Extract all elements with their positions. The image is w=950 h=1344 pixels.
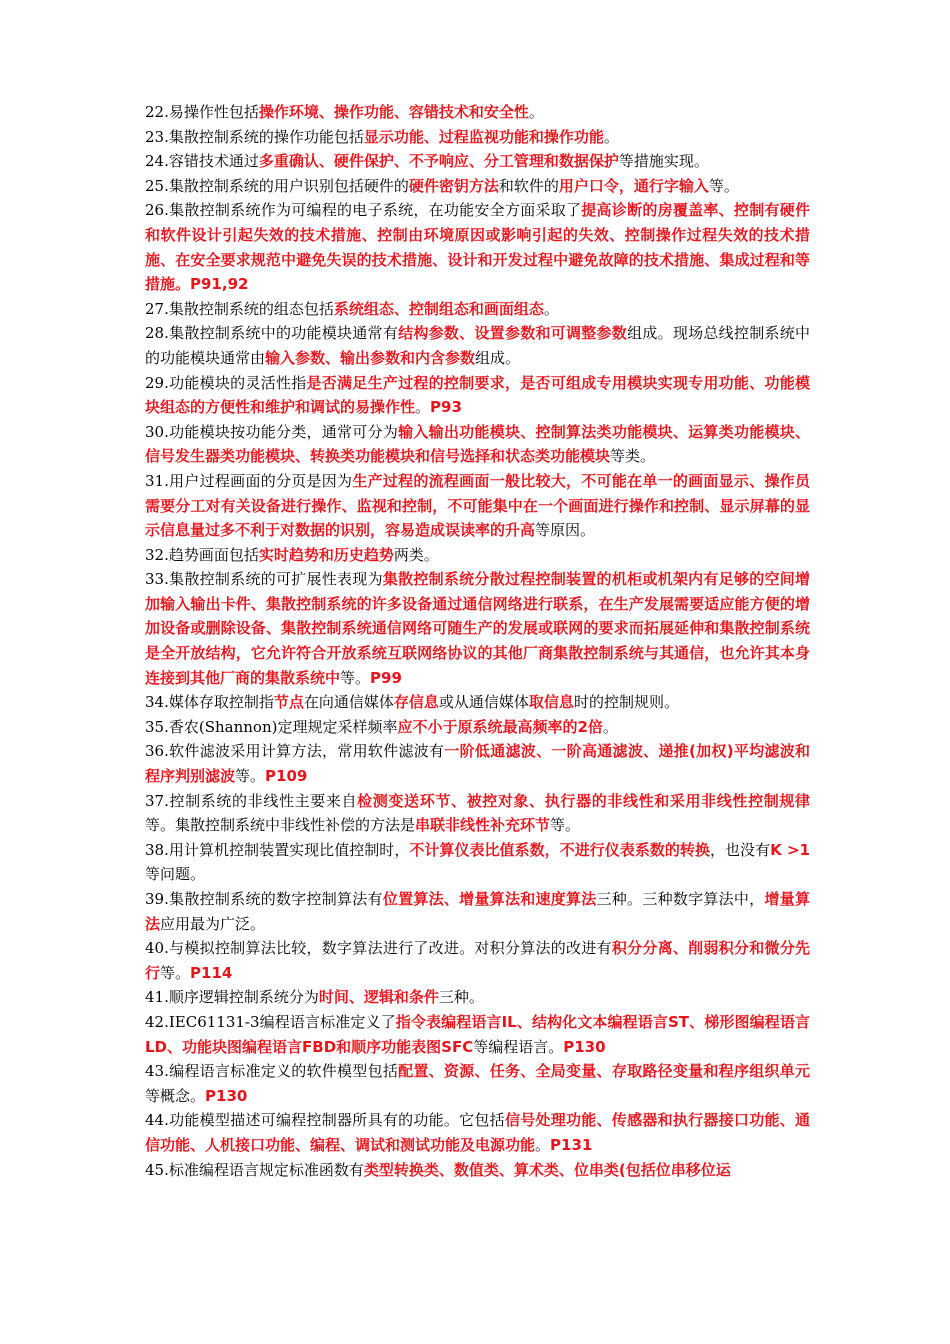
question-text: 等。 — [160, 963, 191, 982]
question-text: 等。集散控制系统中非线性补偿的方法是 — [145, 816, 416, 835]
question-text: 22.易操作性包括 — [145, 103, 259, 121]
question-text: 三种。三种数字算法中， — [596, 890, 765, 908]
answer-text: 指令表编程语言IL、结构化文本编程语言ST、梯形图编程语言LD、功能块图编程语言FBD和顺序功能表图SFC — [145, 1012, 810, 1056]
question-text: 30.功能模块按功能分类，通常可分为 — [145, 422, 399, 441]
answer-text: 存信息 — [393, 693, 439, 712]
question-item — [145, 1158, 810, 1183]
question-text: 33.集散控制系统的可扩展性表现为 — [145, 570, 383, 589]
question-text: 等编程语言。 — [473, 1037, 564, 1056]
question-text: 在向通信媒体 — [303, 693, 394, 712]
question-item — [145, 1059, 810, 1108]
question-text: 39.集散控制系统的数字控制算法有 — [145, 890, 383, 908]
question-text: 和软件的 — [498, 176, 559, 195]
answer-text: 应不小于原系统最高频率的2倍 — [397, 717, 603, 736]
question-text: 等问题。 — [145, 865, 206, 884]
answer-text: 实时趋势和历史趋势 — [258, 545, 394, 564]
question-text: 。 — [543, 299, 559, 318]
answer-text: 结构参数、设置参数和可调整参数 — [398, 324, 628, 343]
question-text: 37.控制系统的非线性主要来自 — [145, 791, 358, 810]
question-text: 44.功能模型描述可编程控制器所具有的功能。它包括 — [145, 1111, 505, 1130]
question-text: 。 — [528, 103, 544, 121]
question-text: 等概念。 — [145, 1086, 206, 1105]
question-text: 。 — [602, 717, 618, 736]
question-text: 43.编程语言标准定义的软件模型包括 — [145, 1062, 399, 1081]
answer-text: 输入参数、输出参数和内含参数 — [265, 348, 476, 367]
question-item — [145, 887, 810, 936]
question-text: 等。 — [235, 767, 266, 786]
answer-text: P130 — [563, 1037, 606, 1056]
question-item — [145, 1108, 810, 1157]
question-text: 等。 — [708, 176, 739, 195]
question-text: 28.集散控制系统中的功能模块通常有 — [145, 324, 399, 343]
question-text: 40.与模拟控制算法比较，数字算法进行了改进。对积分算法的改进有 — [145, 939, 612, 958]
question-text: 32.趋势画面包括 — [145, 545, 259, 564]
question-item — [145, 297, 810, 322]
answer-text: P130 — [205, 1086, 248, 1105]
answer-text: 一阶低通滤波、一阶高通滤波、递推(加权)平均滤波和程序判别滤波 — [145, 742, 811, 786]
question-text: 等类。 — [610, 447, 656, 466]
answer-text: P93 — [430, 398, 462, 417]
question-text: 等。 — [550, 816, 581, 835]
question-item — [145, 420, 810, 469]
question-item — [145, 125, 810, 150]
question-item — [145, 543, 810, 568]
answer-text: 显示功能、过程监视功能和操作功能 — [363, 127, 604, 146]
question-text: 两类。 — [393, 545, 439, 564]
question-item — [145, 985, 810, 1010]
question-text: 29.功能模块的灵活性指 — [145, 373, 307, 392]
question-text: 42.IEC61131-3编程语言标准定义了 — [145, 1012, 396, 1031]
answer-text: 信号处理功能、传感器和执行器接口功能、通信功能、人机接口功能、编程、调试和测试功能及电源功能 — [145, 1111, 810, 1154]
question-text: 组成。 — [475, 348, 521, 367]
question-item — [145, 198, 810, 296]
answer-text: 取信息 — [528, 693, 574, 712]
question-text: 25.集散控制系统的用户识别包括硬件的 — [145, 176, 409, 195]
question-text: 26.集散控制系统作为可编程的电子系统，在功能安全方面采取了 — [145, 201, 582, 220]
answer-text: K >1 — [770, 840, 810, 859]
question-item — [145, 1010, 810, 1059]
question-text: ，也没有 — [709, 840, 771, 859]
answer-text: P99 — [370, 668, 402, 687]
question-text: 24.容错技术通过 — [145, 152, 259, 171]
answer-text: 是否满足生产过程的控制要求，是否可组成专用模块实现专用功能、功能模块组态的方便性和维护和调试的易操作性 — [145, 373, 810, 417]
document-page — [145, 100, 810, 1182]
question-item — [145, 715, 810, 740]
question-text: 27.集散控制系统的组态包括 — [145, 299, 334, 318]
answer-text: P131 — [550, 1135, 593, 1154]
answer-text: 硬件密钥方法 — [408, 176, 499, 195]
question-text: 34.媒体存取控制指 — [145, 693, 274, 712]
question-text: 36.软件滤波采用计算方法，常用软件滤波有 — [145, 742, 445, 761]
question-item — [145, 469, 810, 543]
answer-text: 检测变送环节、被控对象、执行器的非线性和采用非线性控制规律 — [357, 791, 810, 810]
question-text: 。 — [415, 398, 431, 417]
answer-text: 提高诊断的房覆盖率、控制有硬件和软件设计引起失效的技术措施、控制由环境原因或影响引起的失效、控制操作过程失效的技术措施、在安全要求规范中避免失误的技术措施、设计和开发过程中避免故障的技术措施、集成过程和等措施。P91,92 — [145, 201, 810, 294]
answer-text: 不计算仪表比值系数，不进行仪表系数的转换 — [409, 840, 710, 859]
question-item — [145, 174, 810, 199]
question-text: 。 — [603, 127, 619, 146]
question-text: 时的控制规则。 — [573, 693, 679, 712]
answer-text: 集散控制系统分散过程控制装置的机柜或机架内有足够的空间增加输入输出卡件、集散控制系统的许多设备通过通信网络进行联系，在生产发展需要适应能方便的增加设备或删除设备、集散控制系统通信网络可随生产的发展或联网的要求而拓展延伸和集散控制系统是全开放结构，它允许符合开放系统互联网络协议的其他厂商集散控制系统与其通信，也允许其本身连接到其他厂商的集散系统中 — [145, 570, 810, 687]
answer-text: P109 — [265, 767, 308, 786]
question-text: 41.顺序逻辑控制系统分为 — [145, 988, 319, 1007]
question-text: 或从通信媒体 — [438, 693, 529, 712]
question-text: 等。 — [340, 668, 371, 687]
question-text: 组成。现场总线控制系统中的功能模块通常由 — [145, 324, 810, 367]
answer-text: 节点 — [273, 693, 304, 712]
question-text: 等原因。 — [535, 521, 596, 540]
answer-text: 位置算法、增量算法和速度算法 — [382, 890, 597, 908]
question-item — [145, 690, 810, 715]
answer-text: 操作环境、操作功能、容错技术和安全性 — [258, 103, 529, 121]
question-text: 38.用计算机控制装置实现比值控制时， — [145, 840, 410, 859]
answer-text: 增量算法 — [145, 890, 810, 933]
question-text: 等措施实现。 — [618, 152, 709, 171]
question-text: 三种。 — [438, 988, 484, 1007]
answer-text: 多重确认、硬件保护、不予响应、分工管理和数据保护 — [258, 152, 619, 171]
answer-text: 配置、资源、任务、全局变量、存取路径变量和程序组织单元 — [398, 1062, 810, 1081]
question-text: 应用最为广泛。 — [160, 914, 266, 933]
answer-text: 输入输出功能模块、控制算法类功能模块、运算类功能模块、信号发生器类功能模块、转换类功能模块和信号选择和状态类功能模块 — [145, 422, 810, 466]
question-text: 31.用户过程画面的分页是因为 — [145, 471, 353, 490]
question-item — [145, 936, 810, 985]
question-item — [145, 789, 810, 838]
question-item — [145, 100, 810, 125]
question-item — [145, 321, 810, 370]
answer-text: 串联非线性补充环节 — [415, 816, 551, 835]
answer-text: 时间、逻辑和条件 — [318, 988, 439, 1007]
answer-text: P114 — [190, 963, 233, 982]
question-text: 。 — [535, 1135, 551, 1154]
question-text: 35.香农(Shannon)定理规定采样频率 — [145, 717, 398, 736]
answer-text: 用户口令，通行字输入 — [558, 176, 709, 195]
answer-text: 积分分离、削弱积分和微分先行 — [145, 939, 810, 982]
question-text: 23.集散控制系统的操作功能包括 — [145, 127, 364, 146]
question-item — [145, 838, 810, 887]
answer-text: 类型转换类、数值类、算术类、位串类(包括位串移位运 — [363, 1160, 731, 1179]
answer-text: 生产过程的流程画面一般比较大，不可能在单一的画面显示、操作员需要分工对有关设备进行操作、监视和控制，不可能集中在一个画面进行操作和控制、显示屏幕的显示信息量过多不利于对数据的识别，容易造成误读率的升高 — [145, 471, 810, 540]
answer-text: 系统组态、控制组态和画面组态 — [333, 299, 544, 318]
question-item — [145, 739, 810, 788]
question-item — [145, 371, 810, 420]
question-item — [145, 149, 810, 174]
question-text: 45.标准编程语言规定标准函数有 — [145, 1160, 364, 1179]
question-item — [145, 567, 810, 690]
